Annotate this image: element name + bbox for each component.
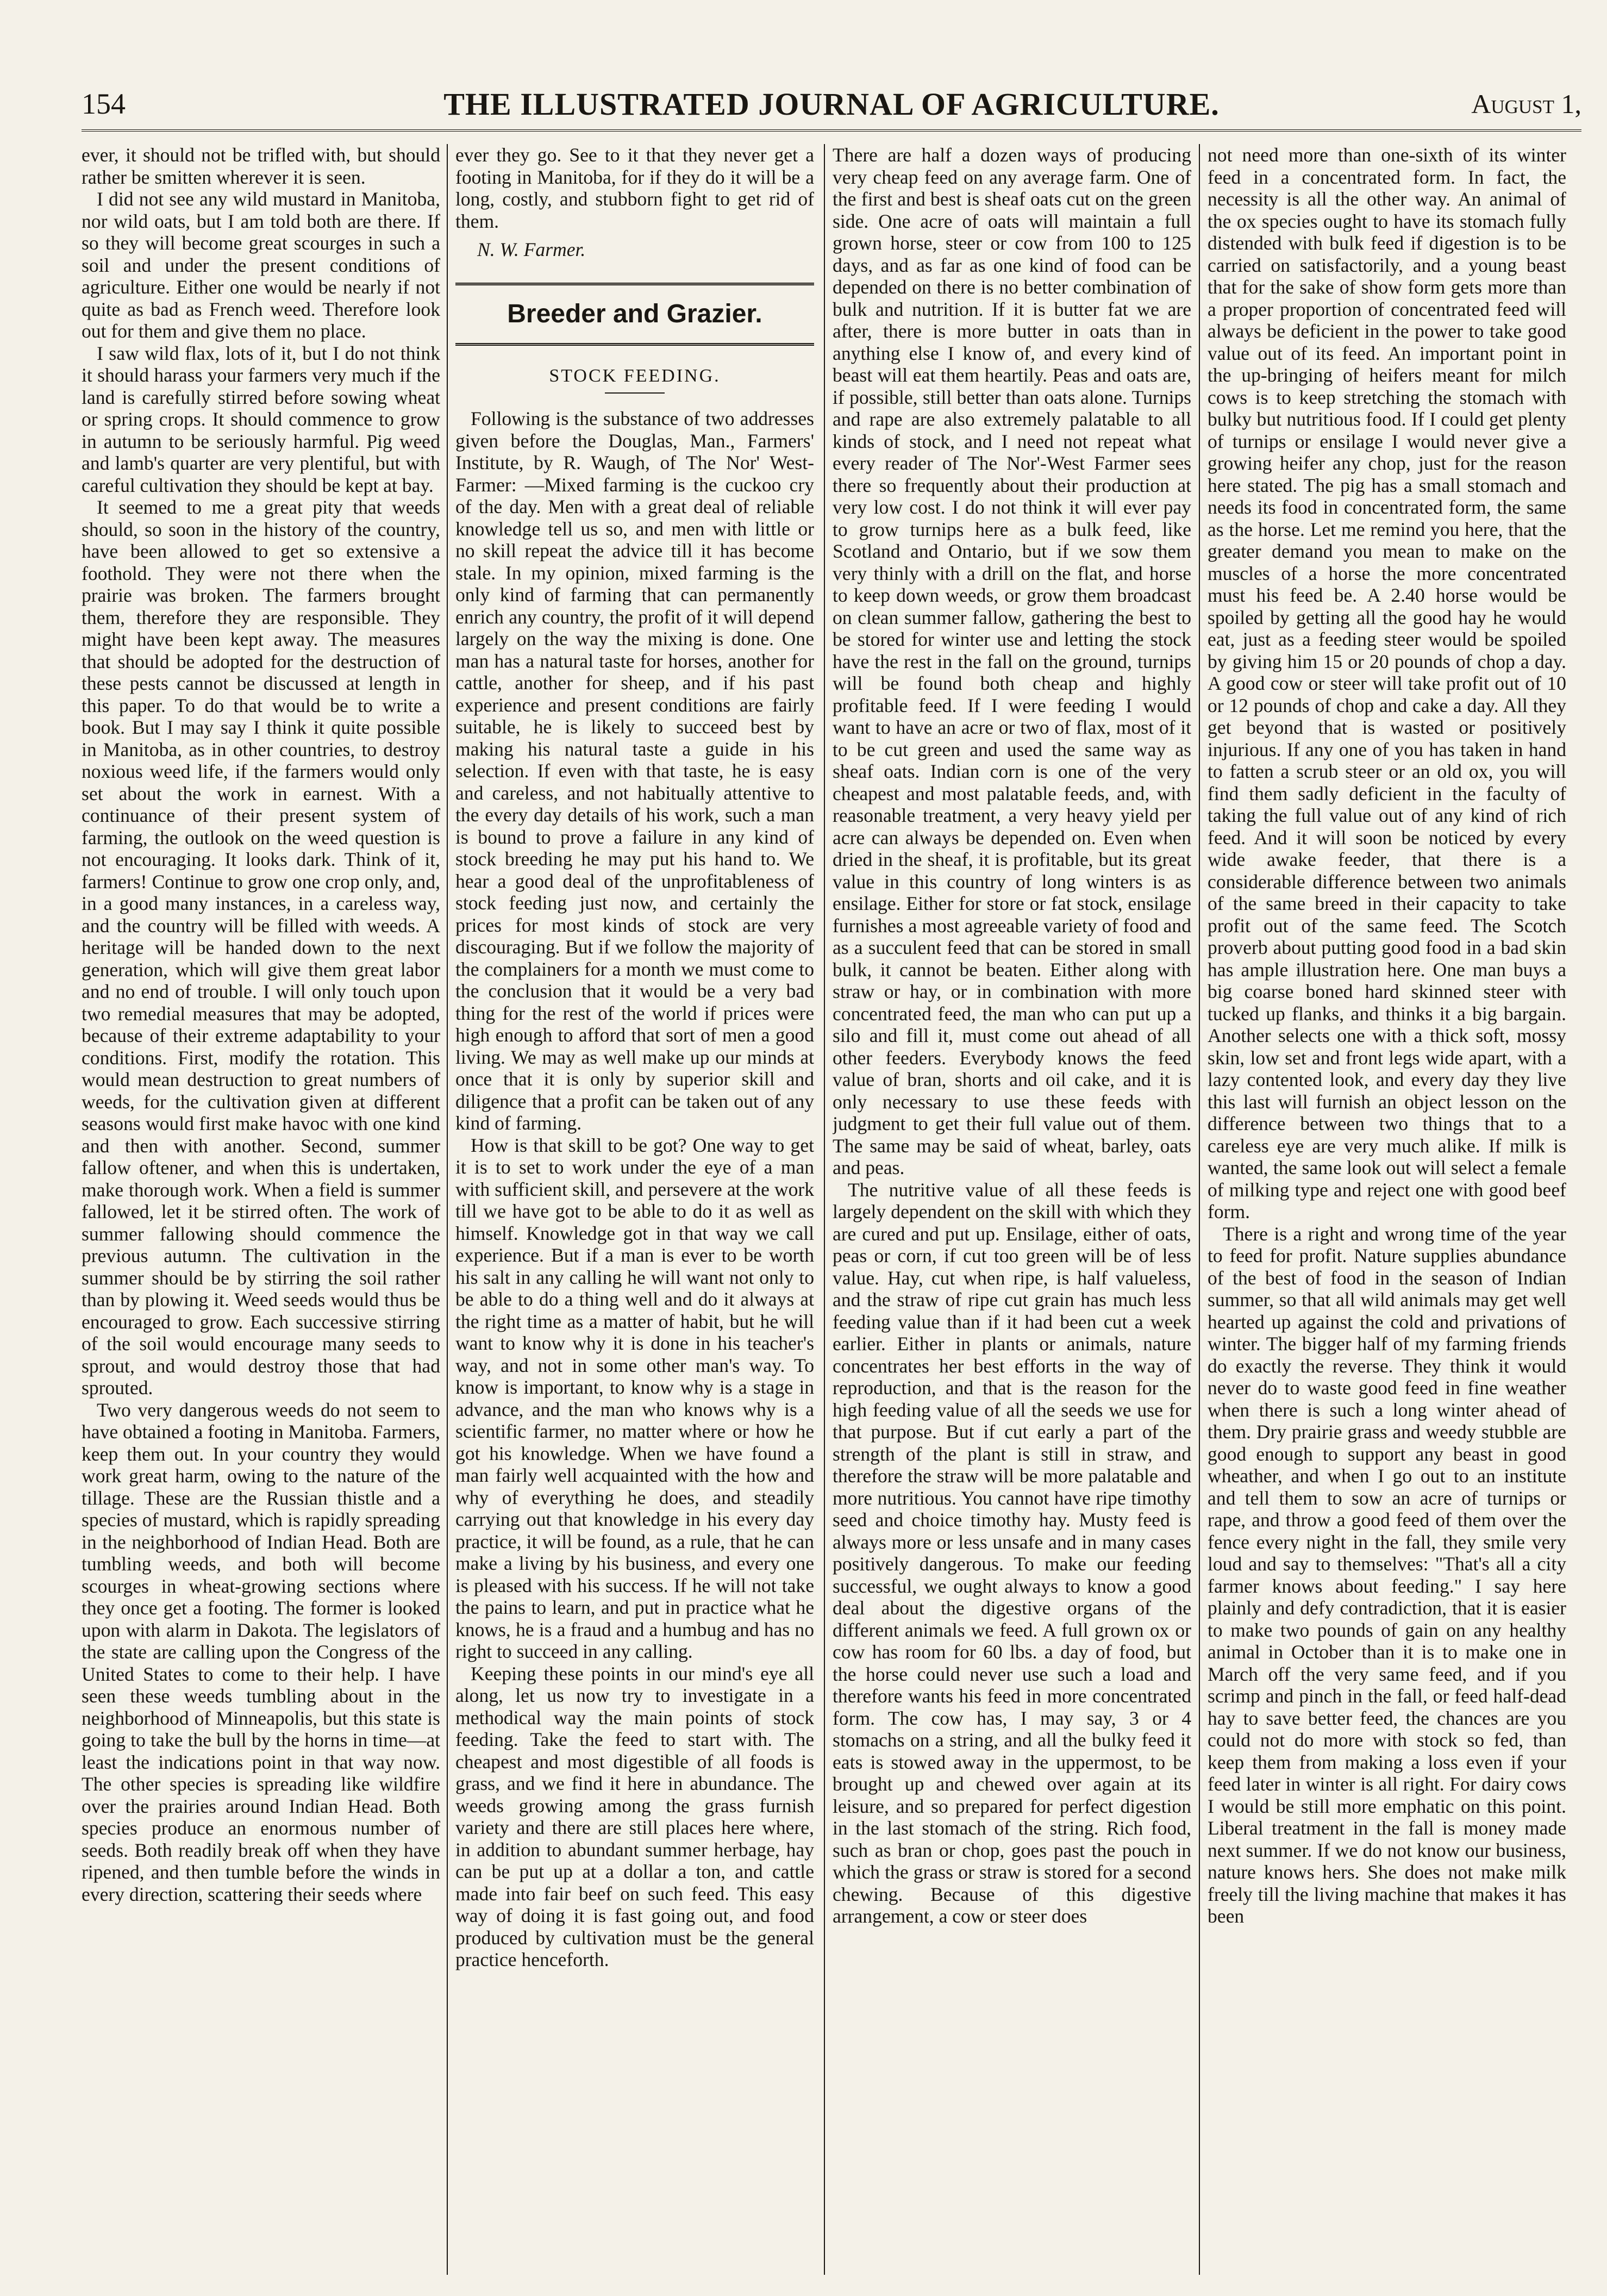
column-2: [455, 144, 814, 2275]
paragraph: ever they go. See to it that they never get a footing in Manitoba, for if they do it will be a long, costly, and stubborn fight to get rid of them.: [455, 144, 814, 232]
column-4: [1208, 144, 1566, 2275]
issue-date: August 1,: [1471, 89, 1581, 119]
paragraph: The nutritive value of all these feeds is largely dependent on the skill with which they are cured and put up. Ensilage, either of oats, peas or corn, if cut too green will be of less value. Hay, cut when ripe, is half valueless, and the straw of ripe cut grain has much less feeding value than if it had been cut a week earlier. Either in plants or animals, nature concentrates her best efforts in the way of reproduction, and that is the reason for the high feeding value of all the seeds we use for that purpose. But if cut early a part of the strength of the plant is still in straw, and therefore the straw will be more palatable and more nutritious. You cannot have ripe timothy seed and choice timothy hay. Musty feed is always more or less unsafe and in many cases positively dangerous. To make our feeding successful, we ought always to know a good deal about the digestive organs of the different animals we feed. A full grown ox or cow has room for 60 lbs. a day of food, but the horse could never use such a load and therefore wants his feed in more concentrated form. The cow has, I may say, 3 or 4 stomachs on a string, and all the bulky feed it eats is stowed away in the uppermost, to be brought up and chewed over again at its leisure, and so prepared for perfect digestion in the last stomach of the string. Rich food, such as bran or chop, goes past the pouch in which the grass or straw is stored for a second chewing. Because of this digestive arrangement, a cow or steer does: [833, 1178, 1191, 1927]
section-heading-box: [455, 283, 814, 346]
paragraph: How is that skill to be got? One way to get it is to set to work under the eye of a man with sufficient skill, and persevere at the work till we have got to be able to do it as well as himself. Knowledge got in that way we call experience. But if a man is ever to be worth his salt in any calling he will want not only to be able to do a thing well and do it always at the right time as a matter of habit, but he will want to know why it is done in his teacher's way, and not in some other man's way. To know is important, to know why is a stage in advance, and the man who knows why is a scientific farmer, no matter where or how he got his knowledge. When we have found a man fairly well acquainted with the how and why of everything he does, and steadily carrying out that knowledge in his every day practice, it will be found, as a rule, that he can make a living by his business, and every one is pleased with his success. If he will not take the pains to learn, and put in practice what he knows, he is a fraud and a humbug and has no right to succeed in any calling.: [455, 1134, 814, 1662]
journal-title: THE ILLUSTRATED JOURNAL OF AGRICULTURE.: [443, 86, 1220, 122]
paragraph: Following is the substance of two addresses given before the Douglas, Man., Farmers' Institute, by R. Waugh, of The Nor' West-Farmer: —Mixed farming is the cuckoo cry of the day. Men with a great deal of reliable knowledge tell us so, and men with little or no skill repeat the advice till it has become stale. In my opinion, mixed farming is the only kind of farming that can permanently enrich any country, the profit of it will depend largely on the way the mixing is done. One man has a natural taste for horses, another for cattle, another for sheep, and if his past experience and present conditions are fairly suitable, he is likely to succeed best by making his natural taste a guide in his selection. If even with that taste, he is easy and careless, and not habitually attentive to the every day details of his work, such a man is bound to prove a failure in any kind of stock breeding he may put his hand to. We hear a good deal of the unprofitableness of stock feeding just now, and certainly the prices for most kinds of stock are very discouraging. But if we follow the majority of the complainers for a month we must come to the conclusion that it would be a very bad thing for the rest of the world if prices were high enough to afford that sort of men a good living. We may as well make up our minds at once that it is only by superior skill and diligence that a profit can be taken out of any kind of farming.: [455, 408, 814, 1134]
header-rule: [82, 129, 1581, 132]
paragraph: There is a right and wrong time of the year to feed for profit. Nature supplies abundance of the best of food in the season of Indian summer, so that all wild animals may get well hearted up against the cold and privations of winter. The bigger half of my farming friends do exactly the reverse. They think it would never do to waste good feed in fine weather when there is such a long winter ahead of them. Dry prairie grass and weedy stubble are good enough to support any beast in good wheather, and when I go out to an institute and tell them to sow an acre of turnips or rape, and throw a good feed of them over the fence every night in the fall, they smile very loud and say to themselves: "That's all a city farmer knows about feeding." I say here plainly and defy contradiction, that it is easier to make two pounds of gain on any healthy animal in October than it is to make one in March off the very same feed, and if you scrimp and pinch in the fall, or feed half-dead hay to save better feed, the chances are you could not do more with stock so fed, than keep them from making a loss even if your feed later in winter is all right. For dairy cows I would be still more emphatic on this point. Liberal treatment in the fall is money made next summer. If we do not know our business, nature knows hers. She does not make milk freely till the living machine that makes it has been: [1208, 1222, 1566, 1927]
paragraph: ever, it should not be trifled with, but should rather be smitten wherever it is seen.: [82, 144, 440, 188]
paragraph: Two very dangerous weeds do not seem to have obtained a footing in Manitoba. Farmers, keep them out. In your country they would work great harm, owing to the nature of the tillage. These are the Russian thistle and a species of mustard, which is rapidly spreading in the neighborhood of Indian Head. Both are tumbling weeds, and both will become scourges in wheat-growing sections where they once get a footing. The former is looked upon with alarm in Dakota. The legislators of the state are calling upon the Congress of the United States to come to their help. I have seen these weeds tumbling about in the neighborhood of Minneapolis, but this state is going to take the bull by the horns in time—at least the indications point in that way now. The other species is spreading like wildfire over the prairies around Indian Head. Both species produce an enormous number of seeds. Both readily break off when they have ripened, and then tumble before the winds in every direction, scattering their seeds where: [82, 1399, 440, 1905]
article-title: STOCK FEEDING.: [549, 365, 721, 386]
paragraph: There are half a dozen ways of producing very cheap feed on any average farm. One of the first and best is sheaf oats cut on the green side. One acre of oats will maintain a full grown horse, steer or cow from 100 to 125 days, and as far as one kind of food can be depended on there is no better combination of bulk and nutrition. If it is butter fat we are after, there is more butter in oats than in anything else I know of, and every kind of beast will eat them heartily. Peas and oats are, if possible, still better than oats alone. Turnips and rape are also extremely palatable to all kinds of stock, and I need not repeat what every reader of The Nor'-West Farmer sees there so frequently about their production at very low cost. I do not think it will ever pay to grow turnips here as a bulk feed, like Scotland and Ontario, but if we sow them very thinly with a drill on the flat, and horse to keep down weeds, or grow them broadcast on clean summer fallow, gathering the best to be stored for winter use and letting the stock have the rest in the fall on the ground, turnips will be found both cheap and highly profitable feed. If I were feeding I would want to have an acre or two of flax, most of it to be cut green and used the same way as sheaf oats. Indian corn is one of the very cheapest and most palatable feeds, and, with reasonable treatment, a very heavy yield per acre can always be depended on. Even when dried in the sheaf, it is profitable, but its great value in this country of long winters is as ensilage. Either for store or fat stock, ensilage furnishes a most agreeable variety of food and as a succulent feed that can be stored in small bulk, it cannot be beaten. Either along with straw or hay, or in combination with more concentrated feed, the man who can put up a silo and fill it, must come out ahead of all other feeders. Everybody knows the feed value of bran, shorts and oil cake, and it is only necessary to use these feeds with judgment to get their full value out of them. The same may be said of wheat, barley, oats and peas.: [833, 144, 1191, 1178]
column-divider: [1199, 144, 1200, 2275]
paragraph: Keeping these points in our mind's eye all along, let us now try to investigate in a methodical way the main points of stock feeding. Take the feed to start with. The cheapest and most digestible of all foods is grass, and we find it here in abundance. The weeds growing among the grass furnish variety and there are still places here where, in addition to abundant summer herbage, hay can be put up at a dollar a ton, and cattle made into fair beef on such feed. This easy way of doing it is fast going out, and food produced by cultivation must be the general practice henceforth.: [455, 1662, 814, 1970]
column-divider: [824, 144, 825, 2275]
column-1: [82, 144, 440, 2275]
section-title: Breeder and Grazier.: [507, 299, 762, 328]
paragraph: I did not see any wild mustard in Manitoba, nor wild oats, but I am told both are there. If so they will become great scourges in such a soil and under the present conditions of agriculture. Either one would be nearly if not quite as bad as French weed. Therefore look out for them and give them no place.: [82, 188, 440, 342]
page-header: [82, 82, 1581, 125]
page-number: 154: [82, 88, 126, 120]
paragraph: not need more than one-sixth of its winter feed in a concentrated form. In fact, the necessity is all the other way. An animal of the ox species ought to have its stomach fully distended with bulk feed if digestion is to be carried on satisfactorily, and a young beast that for the sake of show form gets more than a proper proportion of concentrated feed will always be deficient in the power to take good value out of its feed. An important point in the up-bringing of heifers meant for milch cows is to keep stretching the stomach with bulky but nutritious food. If I could get plenty of turnips or ensilage I would never give a growing heifer any chop, just for the reason here stated. The pig has a small stomach and needs its food in concentrated form, the same as the horse. Let me remind you here, that the greater demand you mean to make on the muscles of a horse the more concentrated must his feed be. A 2.40 horse would be spoiled by getting all the good hay he would eat, just as a feeding steer would be spoiled by giving him 15 or 20 pounds of chop a day. A good cow or steer will take profit out of 10 or 12 pounds of chop and cake a day. All they get beyond that is wasted or positively injurious. If any one of you has taken in hand to fatten a scrub steer or an old ox, you will find them sadly deficient in the faculty of taking the full value out of any kind of rich feed. And it will soon be noticed by every wide awake feeder, that there is a considerable difference between two animals of the same breed in their capacity to take profit out of the same feed. The Scotch proverb about putting good food in a bad skin has ample illustration here. One man buys a big coarse boned hard skinned steer with tucked up flanks, and thinks it a big bargain. Another selects one with a thick soft, mossy skin, low set and front legs wide apart, with a lazy contented look, and every day they live this last will furnish an object lesson on the difference between two things that to a careless eye are very much alike. If milk is wanted, the same look out will select a female of milking type and reject one with good beef form.: [1208, 144, 1566, 1222]
author-signature: N. W. Farmer.: [477, 239, 586, 260]
title-rule: [605, 392, 665, 394]
column-divider: [447, 144, 448, 2275]
paragraph: I saw wild flax, lots of it, but I do not think it should harass your farmers very much if the land is carefully stirred before sowing wheat or spring crops. It should commence to grow in autumn to be seriously harmful. Pig weed and lamb's quarter are very plentiful, but with careful cultivation they should be kept at bay.: [82, 342, 440, 496]
column-3: [833, 144, 1191, 2275]
paragraph: It seemed to me a great pity that weeds should, so soon in the history of the country, have been allowed to get so extensive a foothold. They were not there when the prairie was broken. The farmers brought them, therefore they are responsible. They might have been kept away. The measures that should be adopted for the destruction of these pests cannot be discussed at length in this paper. To do that would be to write a book. But I may say I think it quite possible in Manitoba, as in other countries, to destroy noxious weed life, if the farmers would only set about the work in earnest. With a continuance of their present system of farming, the outlook on the weed question is not encouraging. It looks dark. Think of it, farmers! Continue to grow one crop only, and, in a good many instances, in a careless way, and the country will be filled with weeds. A heritage will be handed down to the next generation, which will give them great labor and no end of trouble. I will only touch upon two remedial measures that may be adopted, because of their extreme adaptability to your conditions. First, modify the rotation. This would mean destruction to great numbers of weeds, for the cultivation given at different seasons would first make havoc with one kind and then with another. Second, summer fallow oftener, and when this is undertaken, make thorough work. When a field is summer fallowed, let it be stirred often. The work of summer fallowing should commence the previous autumn. The cultivation in the summer should be by stirring the soil rather than by plowing it. Weed seeds would thus be encouraged to grow. Each successive stirring of the soil would encourage many seeds to sprout, and would destroy those that had sprouted.: [82, 496, 440, 1399]
